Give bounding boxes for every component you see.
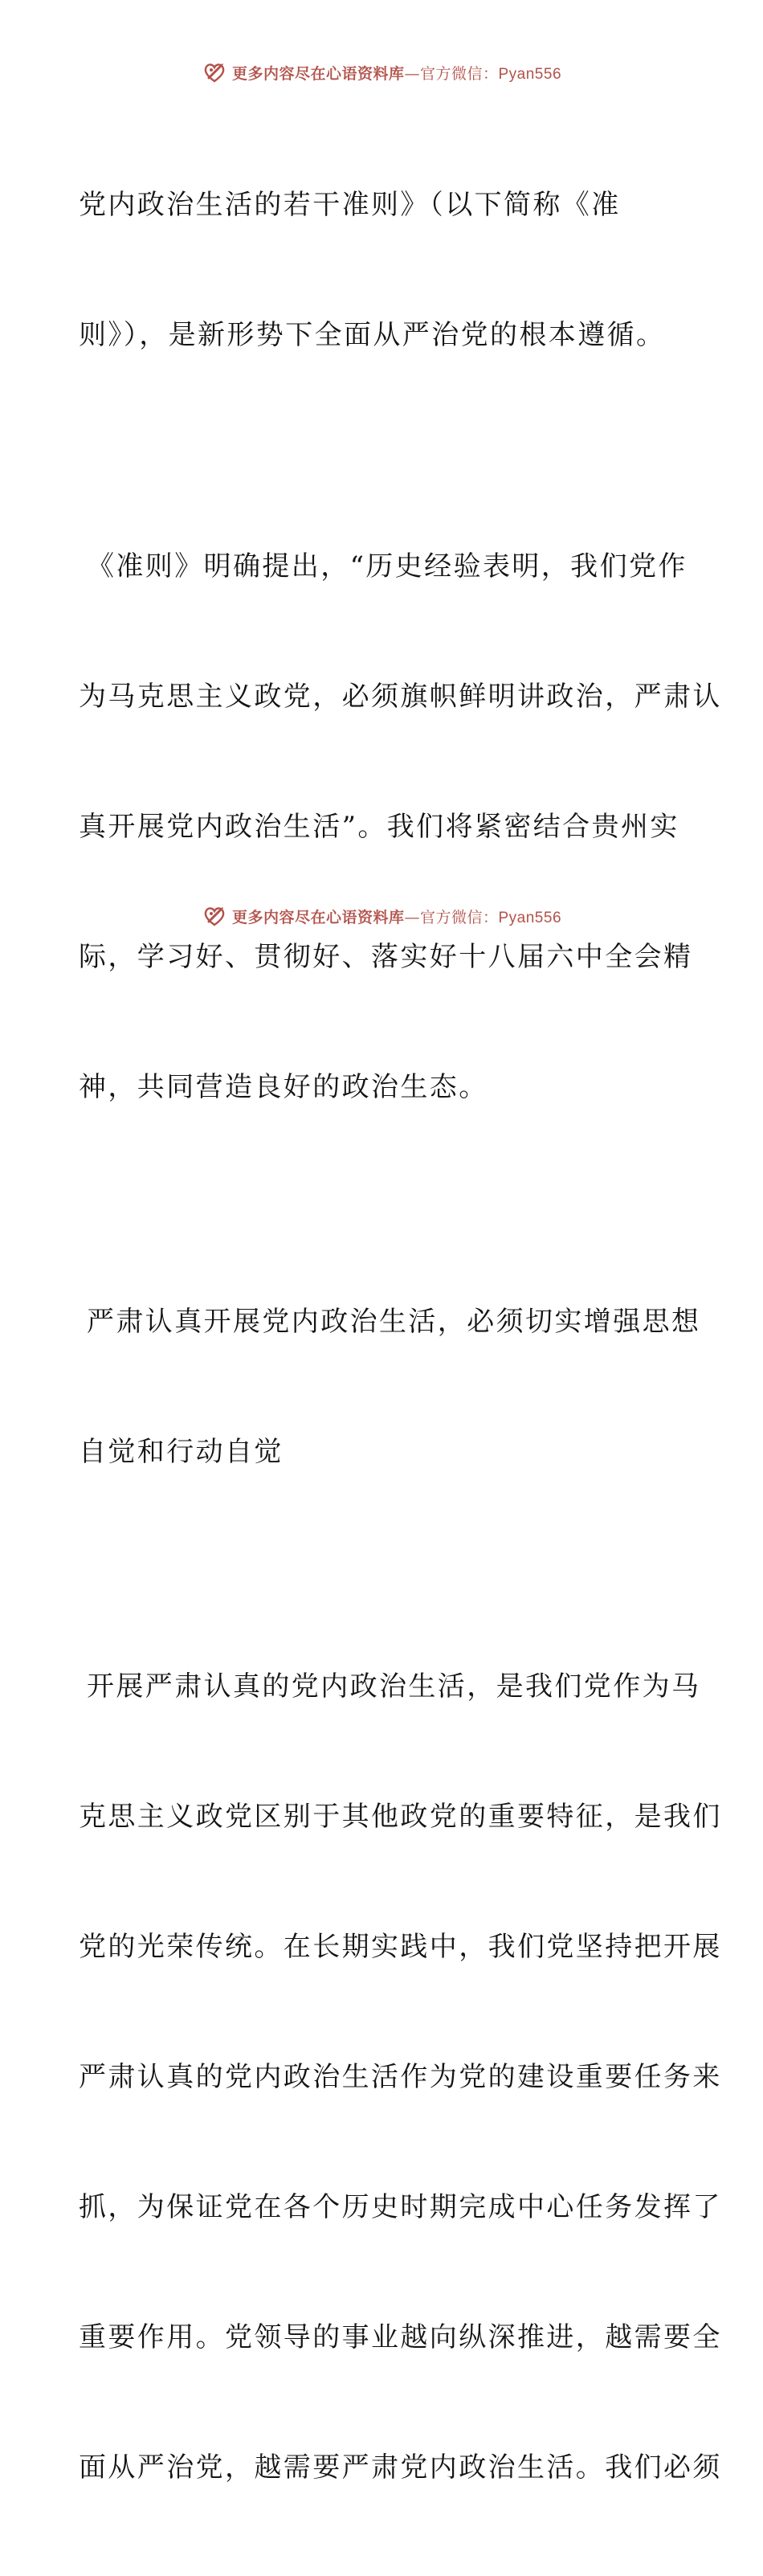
watermark-account: Pyan556 bbox=[498, 65, 562, 83]
heart-pen-logo-icon bbox=[202, 903, 227, 929]
paragraph-line: 为马克思主义政党，必须旗帜鲜明讲政治，严肃认 bbox=[79, 681, 722, 713]
watermark-account: Pyan556 bbox=[498, 909, 562, 926]
paragraph-line: 《准则》明确提出，“历史经验表明，我们党作 bbox=[87, 550, 688, 583]
paragraph-2 bbox=[79, 458, 722, 1196]
paragraph-line: 开展严肃认真的党内政治生活，是我们党作为马 bbox=[87, 1670, 701, 1703]
heading-line: 自觉和行动自觉 bbox=[79, 1436, 284, 1468]
document-body bbox=[79, 96, 722, 2576]
paragraph-line: 则》），是新形势下全面从严治党的根本遵循。 bbox=[79, 319, 666, 351]
paragraph-line: 抓，为保证党在各个历史时期完成中心任务发挥了 bbox=[79, 2191, 722, 2223]
paragraph-line: 克思主义政党区别于其他政党的重要特征，是我们 bbox=[79, 1801, 722, 1833]
watermark-main: 更多内容尽在心语资料库 bbox=[231, 908, 405, 926]
watermark-text bbox=[232, 906, 561, 927]
section-heading bbox=[79, 1213, 701, 1560]
paragraph-1 bbox=[79, 96, 689, 444]
paragraph-line: 党内政治生活的若干准则》（以下简称《准 bbox=[79, 189, 621, 221]
watermark-separator: — bbox=[404, 908, 420, 926]
watermark-main: 更多内容尽在心语资料库 bbox=[231, 64, 405, 83]
watermark-separator: — bbox=[404, 64, 420, 83]
heart-pen-logo-icon bbox=[202, 59, 227, 85]
footer-watermark bbox=[0, 900, 763, 932]
watermark-text bbox=[232, 62, 561, 84]
paragraph-line: 神，共同营造良好的政治生态。 bbox=[79, 1071, 488, 1103]
paragraph-line: 党的光荣传统。在长期实践中，我们党坚持把开展 bbox=[79, 1931, 722, 1963]
paragraph-3 bbox=[79, 1578, 722, 2576]
paragraph-line: 真开展党内政治生活”。我们将紧密结合贵州实 bbox=[79, 811, 679, 843]
watermark-official-label: 官方微信： bbox=[419, 64, 499, 83]
paragraph-line: 重要作用。党领导的事业越向纵深推进，越需要全 bbox=[79, 2321, 722, 2353]
paragraph-line: 严肃认真的党内政治生活作为党的建设重要任务来 bbox=[79, 2061, 722, 2093]
paragraph-line: 面从严治党，越需要严肃党内政治生活。我们必须 bbox=[79, 2451, 722, 2484]
paragraph-line: 际，学习好、贯彻好、落实好十八届六中全会精 bbox=[79, 941, 693, 973]
watermark-official-label: 官方微信： bbox=[419, 908, 499, 926]
header-watermark bbox=[0, 56, 763, 88]
heading-line: 严肃认真开展党内政治生活，必须切实增强思想 bbox=[87, 1306, 701, 1338]
